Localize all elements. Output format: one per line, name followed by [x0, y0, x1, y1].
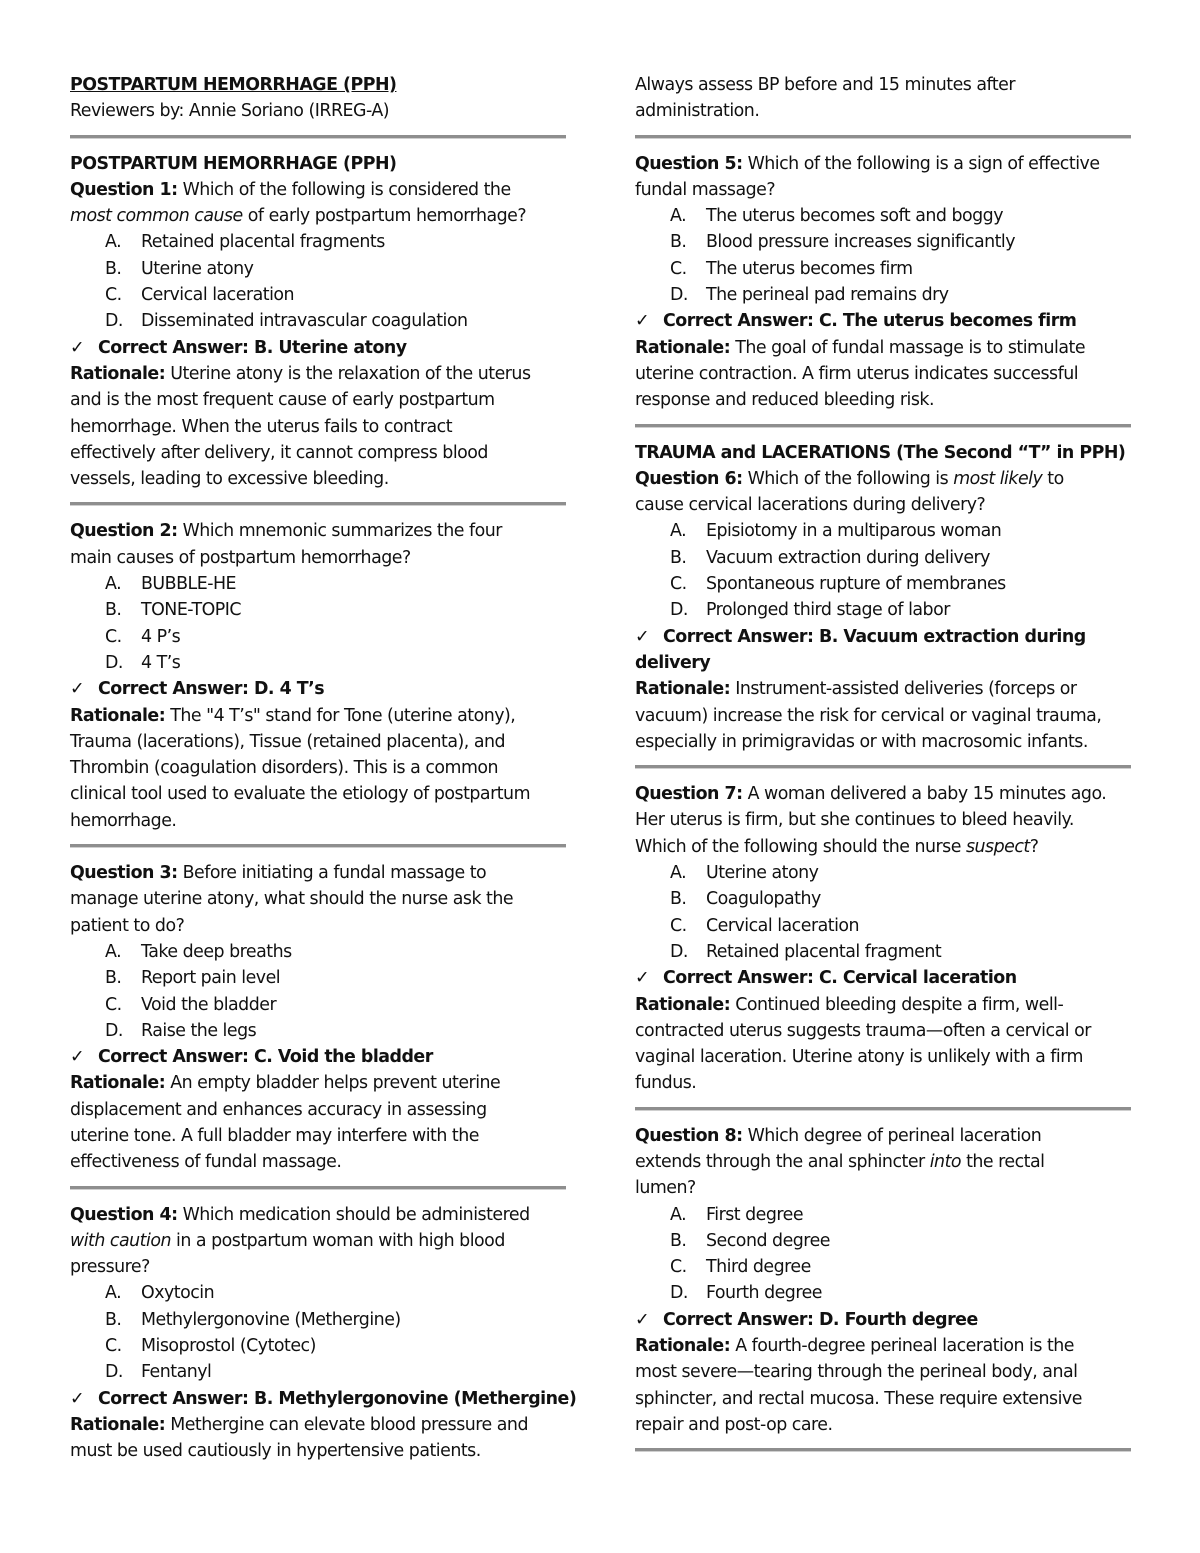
- section-title: POSTPARTUM HEMORRHAGE (PPH): [70, 153, 397, 174]
- question-2: [70, 518, 570, 834]
- question-3: [70, 860, 570, 1176]
- rationale-line: Rationale: A fourth-degree perineal laceration is the: [635, 1336, 1074, 1357]
- question-emphasis: into: [929, 1151, 962, 1172]
- divider: [635, 424, 1131, 428]
- question-stem: in a postpartum woman with high blood: [176, 1230, 505, 1251]
- question-stem: cause cervical lacerations during delivery?: [635, 495, 986, 516]
- question-label: Question 6:: [635, 468, 743, 489]
- rationale-line: hemorrhage.: [70, 810, 177, 831]
- option-a: A. Take deep breaths: [105, 941, 292, 962]
- question-1: [70, 177, 570, 493]
- rationale-line: Rationale: Methergine can elevate blood pressure and: [70, 1414, 528, 1435]
- divider: [635, 1448, 1131, 1452]
- section-title: TRAUMA and LACERATIONS (The Second “T” in PPH): [635, 442, 1126, 463]
- option-a: A. BUBBLE-HE: [105, 574, 237, 595]
- rationale-line: hemorrhage. When the uterus fails to contract: [70, 416, 453, 437]
- question-stem: fundal massage?: [635, 179, 776, 200]
- question-7: Question 7: A woman delivered a baby 15 minutes ago. Her uterus is firm, but she continues to bleed heavily. Which of the following should the nurse suspect? A. Uterine atony B. Coagulopathy C. Cervical laceration D. Retained placental fragment ✓ Correct Answer: C. Cervical laceration Rationale: Continued bleeding despite a firm, well- contracted uterus suggests trauma—often a cervical or vaginal laceration. Uterine atony is unlikely with a firm fundus.: [635, 781, 1135, 1097]
- option-b: B. Uterine atony: [105, 258, 254, 279]
- correct-answer-continued: delivery: [635, 652, 711, 673]
- question-label: Question 8:: [635, 1125, 743, 1146]
- question-stem: lumen?: [635, 1178, 696, 1199]
- question-6: Question 6: Which of the following is most likely to cause cervical lacerations during delivery? A. Episiotomy in a multiparous woman B. Vacuum extraction during delivery C. Spontaneous rupture of membranes D. Prolonged third stage of labor ✓ Correct Answer: B. Vacuum extraction during delivery Rationale: Instrument-assisted deliveries (forceps or vacuum) increase the risk for cervical or vaginal trauma, especially in primigravidas or with macrosomic infants.: [635, 466, 1135, 755]
- question-label: Question 3:: [70, 863, 178, 884]
- divider: [635, 1107, 1131, 1111]
- question-stem: of early postpartum hemorrhage?: [247, 206, 527, 227]
- question-stem: Which degree of perineal laceration: [747, 1125, 1042, 1146]
- rationale-line: Rationale: Continued bleeding despite a firm, well-: [635, 994, 1064, 1015]
- option-c: C. 4 P’s: [105, 626, 181, 647]
- rationale-line: vacuum) increase the risk for cervical or vaginal trauma,: [635, 705, 1102, 726]
- rationale-line: must be used cautiously in hypertensive patients.: [70, 1441, 481, 1462]
- rationale-line: vaginal laceration. Uterine atony is unlikely with a firm: [635, 1047, 1083, 1068]
- question-stem: Which mnemonic summarizes the four: [182, 521, 502, 542]
- question-stem: A woman delivered a baby 15 minutes ago.: [747, 784, 1107, 805]
- question-stem: patient to do?: [70, 915, 185, 936]
- option-a: A. Episiotomy in a multiparous woman: [670, 521, 1002, 542]
- question-emphasis: with caution: [70, 1230, 171, 1251]
- option-a: A. Uterine atony: [670, 863, 819, 884]
- question-emphasis: most common cause: [70, 206, 243, 227]
- rationale-line: Rationale: Instrument-assisted deliveries (forceps or: [635, 679, 1077, 700]
- rationale-line: repair and post-op care.: [635, 1414, 833, 1435]
- rationale-line: Rationale: Uterine atony is the relaxation of the uterus: [70, 363, 531, 384]
- checkmark-icon: ✓: [70, 679, 85, 700]
- question-stem: pressure?: [70, 1257, 150, 1278]
- rationale-line: Rationale: The goal of fundal massage is to stimulate: [635, 337, 1086, 358]
- option-d: D. Disseminated intravascular coagulation: [105, 311, 468, 332]
- question-5: [635, 151, 1135, 414]
- option-d: D. Fentanyl: [105, 1362, 212, 1383]
- rationale-line: administration.: [635, 101, 760, 122]
- option-d: D. Raise the legs: [105, 1020, 257, 1041]
- option-d: D. The perineal pad remains dry: [670, 285, 949, 306]
- rationale-line: Rationale: An empty bladder helps prevent uterine: [70, 1073, 501, 1094]
- rationale-line: Thrombin (coagulation disorders). This is a common: [70, 758, 499, 779]
- document-title: POSTPARTUM HEMORRHAGE (PPH): [70, 75, 397, 95]
- rationale-line: clinical tool used to evaluate the etiology of postpartum: [70, 784, 531, 805]
- option-b: B. Second degree: [670, 1230, 830, 1251]
- divider: [70, 135, 566, 139]
- divider: [635, 765, 1131, 769]
- question-stem: Which medication should be administered: [182, 1204, 530, 1225]
- left-column: [70, 72, 577, 1465]
- option-b: B. Coagulopathy: [670, 889, 821, 910]
- rationale-line: Always assess BP before and 15 minutes after: [635, 75, 1016, 95]
- option-c: C. The uterus becomes firm: [670, 258, 913, 279]
- checkmark-icon: ✓: [635, 968, 650, 989]
- checkmark-icon: ✓: [70, 1388, 85, 1409]
- question-emphasis: suspect: [965, 836, 1030, 857]
- checkmark-icon: ✓: [635, 311, 650, 332]
- option-b: B. Vacuum extraction during delivery: [670, 547, 990, 568]
- option-a: A. Oxytocin: [105, 1283, 215, 1304]
- option-a: A. The uterus becomes soft and boggy: [670, 206, 1003, 227]
- correct-answer: ✓ Correct Answer: D. 4 T’s: [70, 676, 570, 702]
- question-label: Question 5:: [635, 153, 743, 174]
- option-b: B. Report pain level: [105, 968, 281, 989]
- question-stem: manage uterine atony, what should the nurse ask the: [70, 889, 514, 910]
- rationale-line: displacement and enhances accuracy in assessing: [70, 1099, 487, 1120]
- correct-answer: ✓ Correct Answer: B. Methylergonovine (Methergine): [70, 1386, 570, 1412]
- question-8: Question 8: Which degree of perineal laceration extends through the anal sphincter into the rectal lumen? A. First degree B. Second degree C. Third degree D. Fourth degree ✓ Correct Answer: D. Fourth degree Rationale: A fourth-degree perineal laceration is the most severe—tearing through the perineal body, anal sphincter, and rectal mucosa. These require extensive repair and post-op care.: [635, 1123, 1135, 1439]
- rationale-line: response and reduced bleeding risk.: [635, 390, 934, 411]
- question-label: Question 4:: [70, 1204, 178, 1225]
- rationale-line: contracted uterus suggests trauma—often a cervical or: [635, 1020, 1091, 1041]
- rationale-line: Trauma (lacerations), Tissue (retained placenta), and: [70, 731, 506, 752]
- option-d: D. Fourth degree: [670, 1283, 823, 1304]
- divider: [70, 1186, 566, 1190]
- rationale-line: fundus.: [635, 1073, 697, 1094]
- option-b: B. Blood pressure increases significantly: [670, 232, 1016, 253]
- option-c: C. Void the bladder: [105, 994, 277, 1015]
- checkmark-icon: ✓: [70, 337, 85, 358]
- question-stem: Which of the following is a sign of effective: [747, 153, 1100, 174]
- rationale-line: vessels, leading to excessive bleeding.: [70, 469, 389, 490]
- right-column: [635, 72, 1135, 1464]
- option-a: A. First degree: [670, 1204, 804, 1225]
- option-b: B. Methylergonovine (Methergine): [105, 1309, 401, 1330]
- option-c: C. Cervical laceration: [670, 915, 860, 936]
- option-c: C. Spontaneous rupture of membranes: [670, 574, 1006, 595]
- divider: [70, 844, 566, 848]
- correct-answer: ✓ Correct Answer: C. Cervical laceration: [635, 965, 1135, 991]
- correct-answer: ✓ Correct Answer: C. Void the bladder: [70, 1044, 570, 1070]
- option-d: D. 4 T’s: [105, 652, 181, 673]
- option-d: D. Retained placental fragment: [670, 941, 942, 962]
- checkmark-icon: ✓: [635, 626, 650, 647]
- checkmark-icon: ✓: [635, 1309, 650, 1330]
- question-stem: Which of the following is considered the: [182, 179, 511, 200]
- correct-answer: ✓ Correct Answer: B. Vacuum extraction during: [635, 624, 1135, 650]
- checkmark-icon: ✓: [70, 1047, 85, 1068]
- question-stem: Before initiating a fundal massage to: [182, 863, 487, 884]
- rationale-line: Rationale: The "4 T’s" stand for Tone (uterine atony),: [70, 705, 516, 726]
- question-label: Question 1:: [70, 179, 178, 200]
- rationale-line: effectively after delivery, it cannot compress blood: [70, 442, 488, 463]
- question-label: Question 2:: [70, 521, 178, 542]
- option-c: C. Third degree: [670, 1257, 811, 1278]
- option-a: A. Retained placental fragments: [105, 232, 385, 253]
- divider: [70, 502, 566, 506]
- question-emphasis: most likely: [953, 468, 1043, 489]
- reviewers-line: Reviewers by: Annie Soriano (IRREG-A): [70, 101, 390, 122]
- question-stem: Her uterus is firm, but she continues to bleed heavily.: [635, 810, 1074, 831]
- option-c: C. Misoprostol (Cytotec): [105, 1336, 316, 1357]
- correct-answer: ✓ Correct Answer: D. Fourth degree: [635, 1307, 1135, 1333]
- question-4: [70, 1202, 577, 1465]
- option-b: B. TONE-TOPIC: [105, 600, 242, 621]
- question-stem: main causes of postpartum hemorrhage?: [70, 547, 411, 568]
- rationale-line: uterine contraction. A firm uterus indicates successful: [635, 363, 1079, 384]
- correct-answer: ✓ Correct Answer: B. Uterine atony: [70, 335, 570, 361]
- rationale-line: most severe—tearing through the perineal body, anal: [635, 1362, 1078, 1383]
- rationale-line: effectiveness of fundal massage.: [70, 1152, 342, 1173]
- rationale-line: uterine tone. A full bladder may interfere with the: [70, 1125, 479, 1146]
- option-c: C. Cervical laceration: [105, 285, 295, 306]
- option-d: D. Prolonged third stage of labor: [670, 600, 950, 621]
- rationale-line: and is the most frequent cause of early postpartum: [70, 390, 495, 411]
- rationale-line: sphincter, and rectal mucosa. These require extensive: [635, 1388, 1082, 1409]
- question-label: Question 7:: [635, 784, 743, 805]
- divider: [635, 135, 1131, 139]
- correct-answer: ✓ Correct Answer: C. The uterus becomes firm: [635, 308, 1135, 334]
- rationale-line: especially in primigravidas or with macrosomic infants.: [635, 731, 1088, 752]
